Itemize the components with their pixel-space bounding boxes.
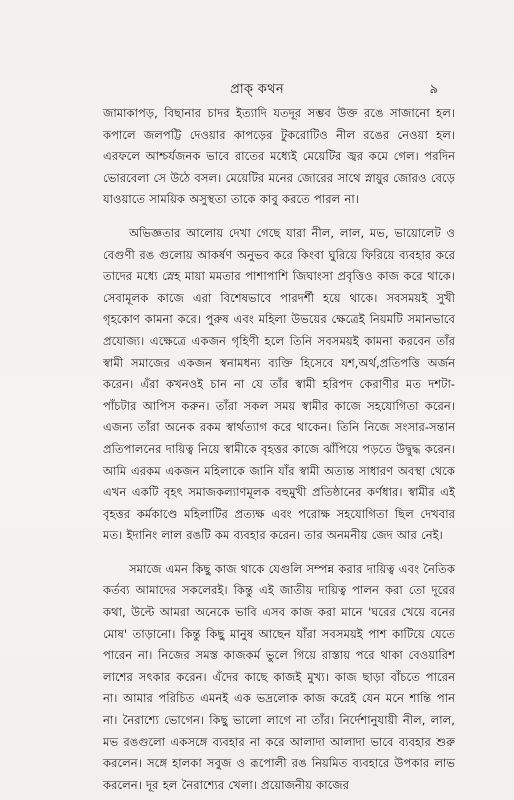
paragraph-3: সমাজে এমন কিছু কাজ থাকে যেগুলি সম্পন্ন করার দায়িত্ব এবং নৈতিক কর্তব্য আমাদের সকলেরই। কিন্তু এই জাতীয় দায়িত্ব পালন করা তো দূরের কথা, উল্টে আমরা অনেকে ভাবি এসব কাজ করা মানে 'ঘরের খেয়ে বনের মোষ' তাড়ানো। কিন্তু কিছু মানুষ আছেন যাঁরা সবসময়ই পাশ কাটিয়ে যেতে পারেন না। নিজের সমস্ত কাজকর্ম ভুলে গিয়ে রাস্তায় পরে থাকা বেওয়ারিশ লাশের সৎকার করেন। এঁদের কাছে কাজই মুখ্য। কাজ ছাড়া বাঁচতে পারেন না। আমার পরিচিত এমনই এক ভদ্রলোক কাজ করেই যেন মনে শান্তি পান না। নৈরাশ্যে ভোগেন। কিছু ভালো লাগে না তাঁর। নির্দেশানুযায়ী নীল, লাল, মভ রঙগুলো একসঙ্গে ব্যবহার না করে আলাদা আলাদা ভাবে ব্যবহার শুরু করলেন। সঙ্গে হালকা সবুজ ও রূপোলী রঙ নিয়মিত ব্যবহারে উপকার লাভ করলেন। দূর হল নৈরাশ্যের খেলা। প্রয়োজনীয় কাজের (103, 561, 455, 792)
page-header (0, 80, 514, 100)
paragraph-2: অভিজ্ঞতার আলোয় দেখা গেছে যারা নীল, লাল, মভ, ভায়োলেট ও বেগুণী রঙ গুলোয় আকর্ষণ অনুভব করে কিংবা ঘুরিয়ে ফিরিয়ে ব্যবহার করে তাদের মধ্যে স্নেহ মায়া মমতার পাশাপাশি জিঘাংসা প্রবৃত্তিও কাজ করে থাকে। সেবামূলক কাজে এরা বিশেষভাবে পারদর্শী হয়ে থাকে। সবসময়ই সুখী গৃহকোণ কামনা করে। পুরুষ এবং মহিলা উভয়ের ক্ষেত্রেই নিয়মটি সমানভাবে প্রযোজ্য। এক্ষেত্রে একজন গৃহিণী হলে তিনি সবসময়ই কামনা করবেন তাঁর স্বামী সমাজের একজন স্বনামধন্য ব্যক্তি হিসেবে যশ,অর্থ,প্রতিপত্তি অর্জন করেন। এঁরা কখনওই চান না যে তাঁর স্বামী হরিপদ কেরাণীর মত দশটা-পাঁচটার আপিস করুন। তাঁরা সকল সময় স্বামীর কাজে সহযোগিতা করেন। এজন্য তাঁরা অনেক রকম স্বার্থত্যাগ করে থাকেন। তিনি নিজে সংসার-সন্তান প্রতিপালনের দায়িত্ব নিয়ে স্বামীকে বৃহত্তর কাজে ঝাঁপিয়ে পড়তে উদ্বুদ্ধ করেন। আমি এরকম একজন মহিলাকে জানি যাঁর স্বামী অত্যন্ত সাধারণ অবস্থা থেকে এখন একটি বৃহৎ সমাজকল্যাণমূলক বহুমুখী প্রতিষ্ঠানের কর্ণধার। স্বামীর এই বৃহত্তর কর্মকাণ্ডে মহিলাটির প্রত্যক্ষ এবং পরোক্ষ সহযোগিতা ছিল দেখবার মত। ইদানিং লাল রঙটি কম ব্যবহার করেন। তার অনমনীয় জেদ আর নেই। (103, 225, 455, 543)
page-number: ৯ (429, 82, 438, 97)
chapter-title: প্রাক্ কথন (230, 82, 284, 97)
body-text (103, 103, 455, 796)
paragraph-1: জামাকাপড়, বিছানার চাদর ইত্যাদি যতদূর সম্ভব উক্ত রঙে সাজানো হল। কপালে জলপট্টি দেওয়ার কাপড়ের টুকরোটিও নীল রঙের নেওয়া হল। এরফলে আশ্চর্যজনক ভাবে রাতের মধ্যেই মেয়েটির জ্বর কমে গেল। পরদিন ভোরবেলা সে উঠে বসল। মেয়েটির মনের জোরের সাথে স্নায়ুর জোরও বেড়ে যাওয়াতে সাময়িক অসুস্থতা তাকে কাবু করতে পারল না। (103, 106, 455, 207)
